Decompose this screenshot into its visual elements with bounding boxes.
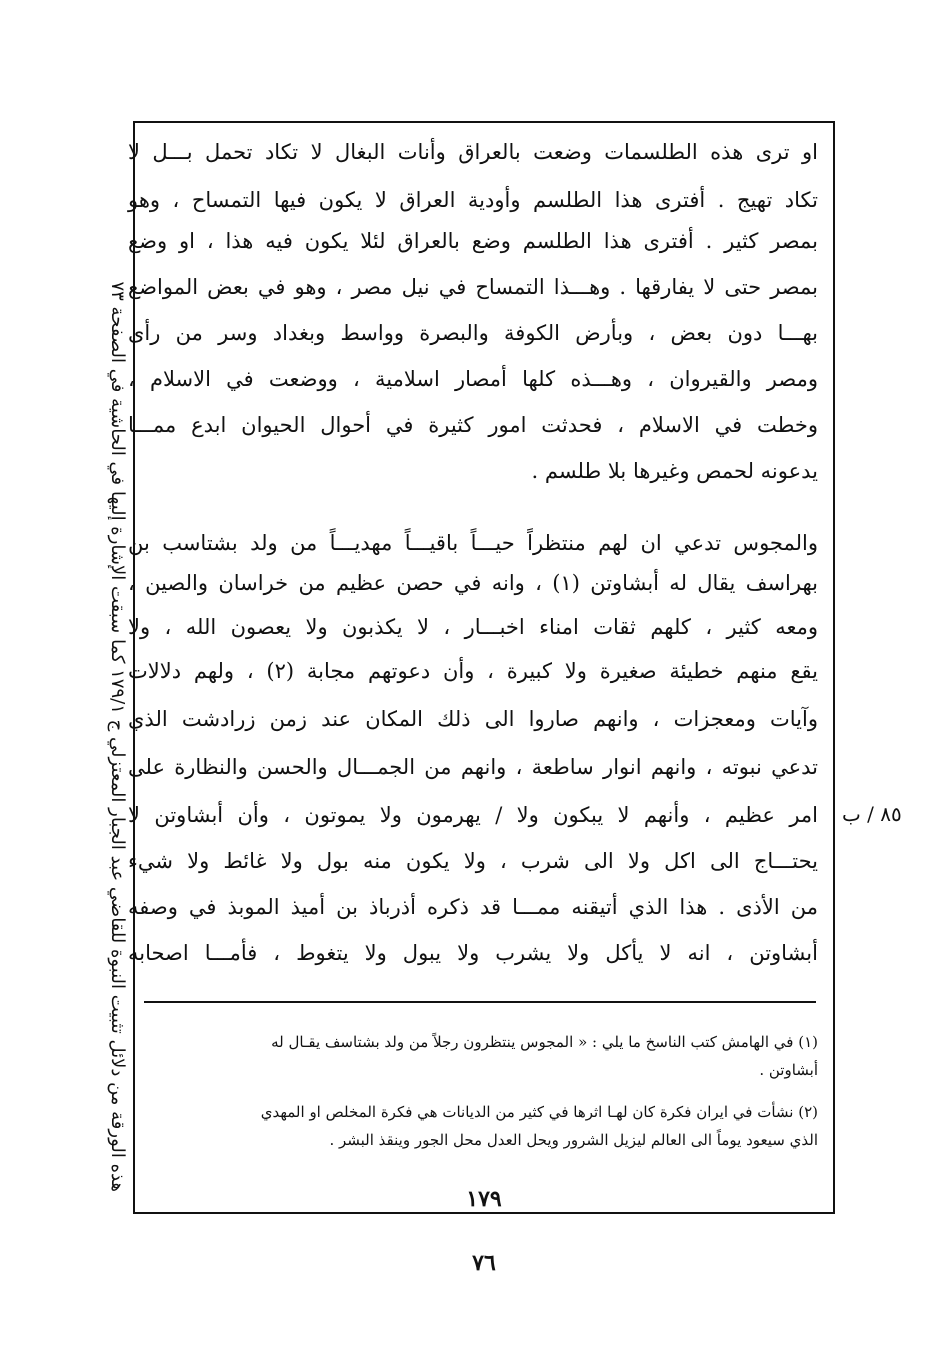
footnote-line: (٢) نشأت في ايران فكرة كان لهـا اثرها في كثير من الديانات هي فكرة المخلص او المهدي xyxy=(260,1103,818,1121)
inner-page-number: ١٧٩ xyxy=(466,1186,502,1212)
body-line: ومعه كثير ، كلهم ثقات امناء اخبـــار ، لا يكذبون ولا يعصون الله ، ولا xyxy=(128,615,818,639)
body-line: امر عظيم ، وأنهم لا يبكون ولا / يهرمون ولا يموتون ، وأن أبشاوتن لا xyxy=(128,803,818,827)
body-line: وخطت في الاسلام ، فحدثت امور كثيرة في أحوال الحيوان ابدع ممـــا xyxy=(128,413,818,437)
body-line: تكاد تهيج . أفترى هذا الطلسم وأودية العراق لا يكون فيها التمساح ، وهو xyxy=(128,188,818,212)
outer-page-number: ٧٦ xyxy=(472,1250,496,1276)
body-line: او ترى هذه الطلسمات وضعت بالعراق وأنات البغال لا تكاد تحمل بـــل لا xyxy=(128,140,818,164)
footnote-line: أبشاوتن . xyxy=(759,1061,818,1079)
body-line: تدعي نبوته ، وانهم انوار ساطعة ، وانهم من الجمـــال والحسن والنظارة على xyxy=(128,755,818,779)
body-line: بهراسف يقال له أبشاوتن (١) ، وانه في حصن عظيم من خراسان والصين ، xyxy=(128,571,818,595)
footnote-divider xyxy=(144,1001,816,1003)
body-line: يحتـــاج الى اكل ولا الى شرب ، ولا يكون منه بول ولا غائط ولا شيء xyxy=(128,849,818,873)
body-line: بمصر حتى لا يفارقها . وهـــذا التمساح في نيل مصر ، وهو في بعض المواضع xyxy=(128,275,818,299)
body-line: يدعونه لحمص وغيرها بلا طلسم . xyxy=(531,459,818,483)
body-line: يقع منهم خطيئة صغيرة ولا كبيرة ، وأن دعوتهم مجابة (٢) ، ولهم دلالات xyxy=(128,659,818,683)
body-line: بهـــا دون بعض ، وبأرض الكوفة والبصرة وواسط وبغداد وسر من رأى xyxy=(128,321,819,345)
footnote-line: (١) في الهامش كتب الناسخ ما يلي : « المجوس ينتظرون رجلاً من ولد بشتاسف يقـال له xyxy=(271,1033,818,1051)
body-line: والمجوس تدعي ان لهم منتظراً حيـــاً باقيـــاً مهديـــاً من ولد بشتاسب بن xyxy=(128,531,818,555)
body-line: أبشاوتن ، انه لا يأكل ولا يشرب ولا يبول ولا يتغوط ، فأمـــا اصحابه xyxy=(128,941,818,965)
body-line: من الأذى . هذا الذي أتيقنه ممـــا قد ذكره أذرباذ بن أميذ الموبذ في وصفه xyxy=(128,895,818,919)
body-line: ومصر والقيروان ، وهـــذه كلها أمصار اسلامية ، ووضعت في الاسلام ، xyxy=(128,367,818,391)
side-note-text: هذه الورقة من دلائل تثبيت النبوة للقاضي عبد الجبار المعتزلي ج ١٧٩/١ كما سبقت الإشارة إليها في الحاشية في الصفحة ٧٣ xyxy=(107,281,128,1192)
body-line: وآيات ومعجزات ، وانهم صاروا الى ذلك المكان عند زمن زرادشت الذي xyxy=(128,707,818,731)
folio-margin-note: ٨٥ / ب xyxy=(842,802,902,826)
body-line: بمصر كثير . أفترى هذا الطلسم وضع بالعراق لئلا يكون فيه هذا ، او وضع xyxy=(128,229,818,253)
footnote-line: الذي سيعود يوماً الى العالم ليزيل الشرور ويحل العدل محل الجور وينقذ البشر . xyxy=(329,1131,818,1149)
